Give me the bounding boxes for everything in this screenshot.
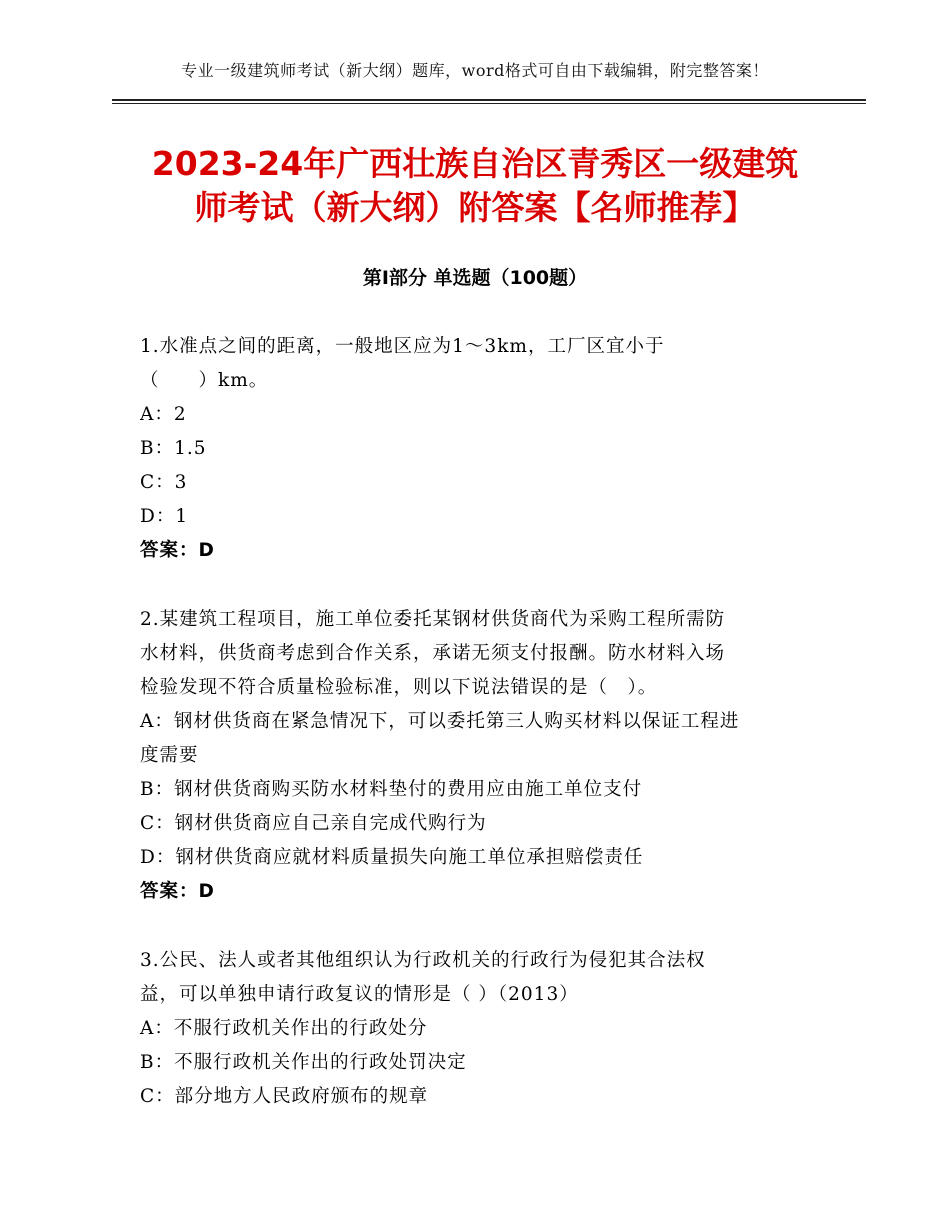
option-b: B：1.5 <box>140 438 207 459</box>
option-b: B：不服行政机关作出的行政处罚决定 <box>140 1052 467 1073</box>
question-stem-line: 水材料，供货商考虑到合作关系，承诺无须支付报酬。防水材料入场 <box>140 643 726 664</box>
option-c: C：3 <box>140 472 188 493</box>
question-stem-line: （ ）km。 <box>140 370 269 391</box>
header-rule-thick <box>112 99 866 101</box>
option-a: A：不服行政机关作出的行政处分 <box>140 1018 428 1039</box>
option-b: B：钢材供货商购买防水材料垫付的费用应由施工单位支付 <box>140 779 643 800</box>
question-stem-line: 1.水准点之间的距离，一般地区应为1～3km，工厂区宜小于 <box>140 336 665 357</box>
option-d: D：钢材供货商应就材料质量损失向施工单位承担赔偿责任 <box>140 847 644 868</box>
answer: 答案：D <box>140 540 215 561</box>
question-1 <box>140 330 820 568</box>
title-line-2: 师考试（新大纲）附答案【名师推荐】 <box>194 188 756 227</box>
answer: 答案：D <box>140 881 215 902</box>
option-a: A：2 <box>140 404 187 425</box>
section-heading: 第Ⅰ部分 单选题（100题） <box>362 267 588 289</box>
question-stem-line: 检验发现不符合质量检验标准，则以下说法错误的是（ ）。 <box>140 677 658 698</box>
question-stem-line: 益，可以单独申请行政复议的情形是（ ）（2013） <box>140 984 579 1005</box>
question-stem-line: 3.公民、法人或者其他组织认为行政机关的行政行为侵犯其合法权 <box>140 950 706 971</box>
option-c: C：钢材供货商应自己亲自完成代购行为 <box>140 813 487 834</box>
question-stem-line: 2.某建筑工程项目，施工单位委托某钢材供货商代为采购工程所需防 <box>140 609 726 630</box>
document-title <box>60 142 890 230</box>
option-c: C：部分地方人民政府颁布的规章 <box>140 1086 429 1107</box>
option-a-continued: 度需要 <box>140 745 199 766</box>
question-2 <box>140 603 820 909</box>
option-a: A：钢材供货商在紧急情况下，可以委托第三人购买材料以保证工程进 <box>140 711 740 732</box>
header-rule-thin <box>112 103 866 104</box>
question-3 <box>140 944 820 1114</box>
header-note: 专业一级建筑师考试（新大纲）题库，word格式可自由下载编辑，附完整答案！ <box>181 61 769 80</box>
title-line-1: 2023-24年广西壮族自治区青秀区一级建筑 <box>151 144 799 183</box>
option-d: D：1 <box>140 506 189 527</box>
